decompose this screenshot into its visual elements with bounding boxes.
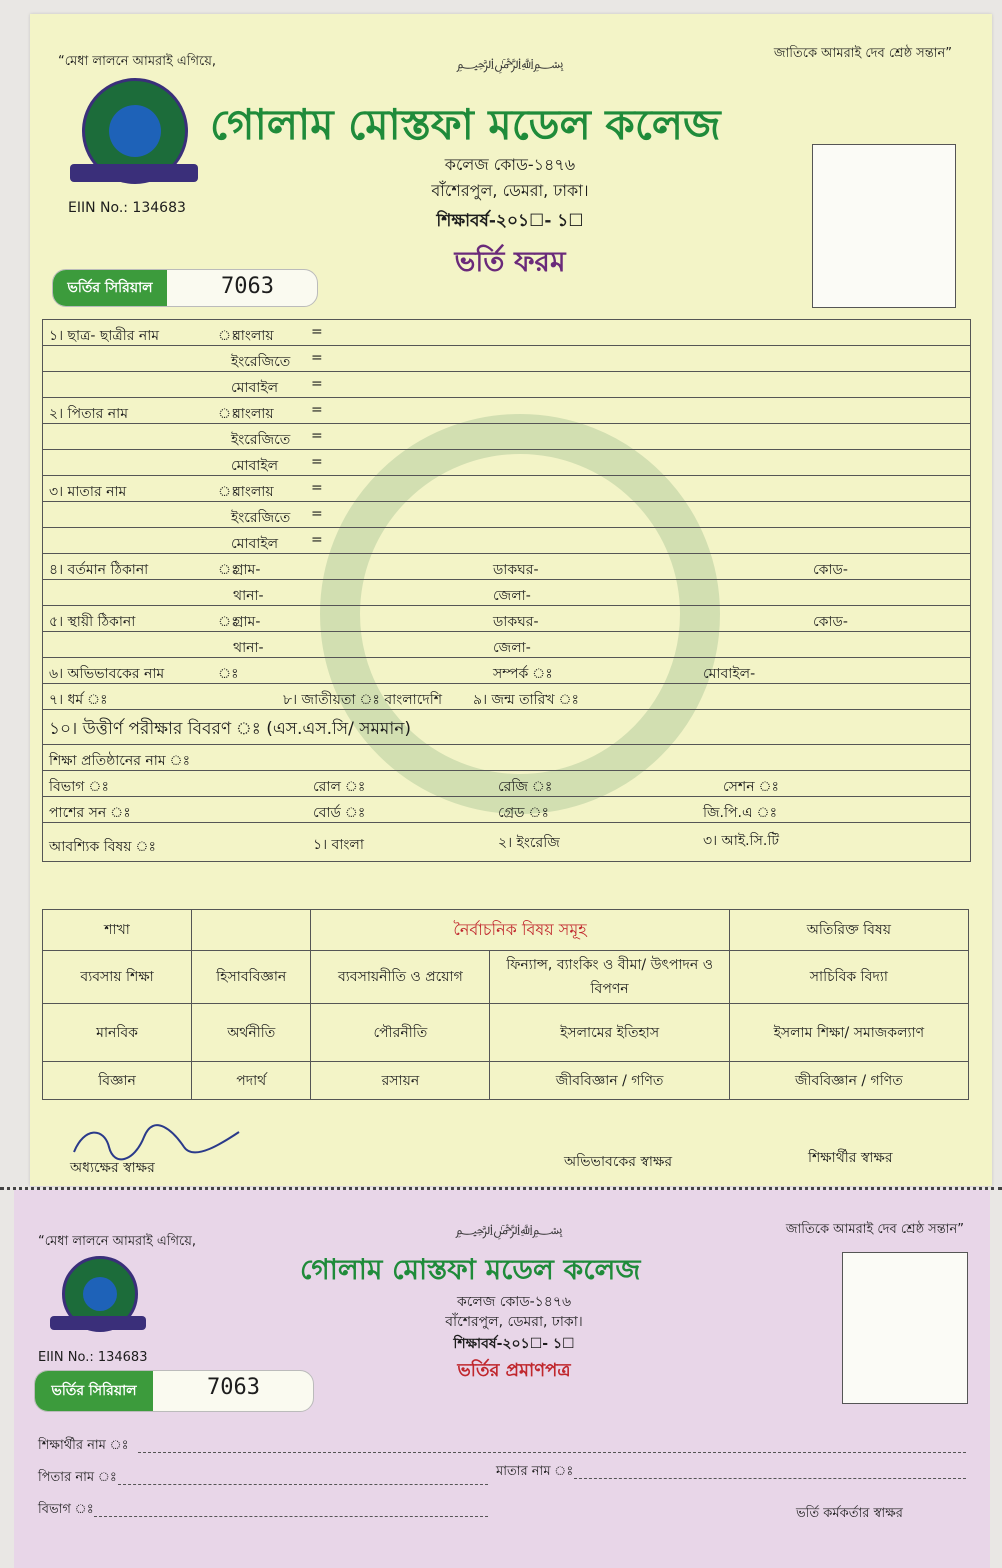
label-department: বিভাগ ঃ [38, 1502, 94, 1517]
principal-signature: অধ্যক্ষের স্বাক্ষর [70, 1160, 155, 1176]
subject-chemistry[interactable]: রসায়ন [311, 1062, 490, 1100]
field-grade: গ্রেড ঃ [498, 805, 549, 821]
subject-biology-math[interactable]: জীববিজ্ঞান / গণিত [490, 1062, 729, 1100]
father-name-line[interactable] [118, 1484, 488, 1485]
field-gpa: জি.পি.এ ঃ [703, 805, 778, 821]
eq: = [311, 532, 323, 548]
field-nationality: ৮। জাতীয়তা ঃ বাংলাদেশি [283, 692, 442, 708]
form-title: ভর্তি ফরম [454, 245, 566, 278]
field-date-of-birth: ৯। জন্ম তারিখ ঃ [473, 692, 580, 708]
field-session: সেশন ঃ [723, 779, 780, 795]
row-father-mobile[interactable] [43, 450, 970, 476]
eiin-number: EIIN No.: 134683 [68, 200, 186, 216]
sep: ঃ [218, 484, 239, 500]
guardian-signature: অভিভাবকের স্বাক্ষর [564, 1154, 673, 1170]
academic-session: শিক্ষাবর্ষ-২০১☐- ১☐ [453, 1336, 575, 1352]
eq: = [311, 350, 323, 366]
field-religion: ৭। ধর্ম ঃ [49, 692, 108, 708]
bismillah-calligraphy: ﷽ [455, 1222, 563, 1238]
row-compulsory [43, 823, 970, 862]
row-father-english[interactable] [43, 424, 970, 450]
row-religion-nationality[interactable] [43, 684, 970, 710]
subject-economics[interactable]: অর্থনীতি [192, 1004, 311, 1062]
field-english: ইংরেজিতে [231, 510, 291, 526]
subject-physics[interactable]: পদার্থ [192, 1062, 311, 1100]
field-post-code: কোড- [813, 614, 848, 630]
admission-officer-signature: ভর্তি কর্মকর্তার স্বাক্ষর [796, 1506, 903, 1521]
label-mother-name: মাতার নাম ঃ [496, 1464, 574, 1479]
admission-receipt-sheet [14, 1190, 990, 1568]
label-compulsory: আবশ্যিক বিষয় ঃ [49, 839, 156, 855]
field-registration: রেজি ঃ [498, 779, 553, 795]
row-student-mobile[interactable] [43, 372, 970, 398]
logo-ribbon [50, 1316, 146, 1330]
subject-english: ২। ইংরেজি [498, 835, 560, 851]
row-exam-details [43, 710, 970, 745]
label-student-name: ১। ছাত্র- ছাত্রীর নাম [49, 328, 160, 344]
receipt-title: ভর্তির প্রমাণপত্র [457, 1360, 571, 1381]
field-thana: থানা- [233, 588, 264, 604]
field-department: বিভাগ ঃ [49, 779, 109, 795]
row-permanent-address-2[interactable] [43, 632, 970, 658]
header-blank [192, 910, 311, 951]
sep: ঃ [218, 666, 239, 682]
subject-biology-math-additional[interactable]: জীববিজ্ঞান / গণিত [729, 1062, 968, 1100]
eq: = [311, 454, 323, 470]
subject-finance[interactable]: ফিন্যান্স, ব্যাংকিং ও বীমা/ উৎপাদন ও বিপণন [490, 951, 729, 1004]
header-elective: নৈর্বাচনিক বিষয় সমূহ [311, 910, 729, 951]
eq: = [311, 324, 323, 340]
subject-row-business [43, 951, 969, 1004]
label-mother-name: ৩। মাতার নাম [49, 484, 127, 500]
field-board: বোর্ড ঃ [313, 805, 366, 821]
subject-table [42, 909, 969, 1100]
row-mother-mobile[interactable] [43, 528, 970, 554]
eiin-number: EIIN No.: 134683 [38, 1350, 148, 1365]
field-post-office: ডাকঘর- [493, 614, 539, 630]
bismillah-calligraphy: ﷽ [456, 56, 564, 72]
field-thana: থানা- [233, 640, 264, 656]
eq: = [311, 480, 323, 496]
sep: ঃ [218, 562, 239, 578]
label-present-address: ৪। বর্তমান ঠিকানা [49, 562, 149, 578]
subject-row-science [43, 1062, 969, 1100]
college-name: গোলাম মোস্তফা মডেল কলেজ [300, 1253, 641, 1286]
row-mother-bangla[interactable] [43, 476, 970, 502]
student-signature: শিক্ষার্থীর স্বাক্ষর [808, 1150, 893, 1166]
field-bangla: বাংলায় [233, 406, 274, 422]
serial-number: 7063 [207, 1375, 260, 1400]
field-english: ইংরেজিতে [231, 354, 291, 370]
field-mobile: মোবাইল [231, 536, 279, 552]
sep: ঃ [218, 406, 239, 422]
photo-box[interactable] [812, 144, 956, 308]
serial-number: 7063 [221, 274, 274, 299]
label-institution: শিক্ষা প্রতিষ্ঠানের নাম ঃ [49, 753, 191, 769]
label-permanent-address: ৫। স্থায়ী ঠিকানা [49, 614, 136, 630]
field-mobile: মোবাইল [231, 458, 279, 474]
photo-box[interactable] [842, 1252, 968, 1404]
college-code: কলেজ কোড-১৪৭৬ [444, 155, 576, 174]
label-guardian-name: ৬। অভিভাবকের নাম [49, 666, 165, 682]
motto-left: “মেধা লালনে আমরাই এগিয়ে, [38, 1234, 197, 1249]
sep: ঃ [218, 328, 239, 344]
eq: = [311, 428, 323, 444]
college-address: বাঁশেরপুল, ডেমরা, ঢাকা। [431, 181, 589, 200]
serial-label: ভর্তির সিরিয়াল [53, 270, 167, 306]
subject-row-humanities [43, 1004, 969, 1062]
serial-field [34, 1370, 314, 1412]
row-student-bangla[interactable] [43, 320, 970, 346]
label-father-name: ২। পিতার নাম [49, 406, 128, 422]
eq: = [311, 506, 323, 522]
row-pass-year[interactable] [43, 797, 970, 823]
serial-label: ভর্তির সিরিয়াল [35, 1371, 153, 1411]
row-guardian[interactable] [43, 658, 970, 684]
motto-right: জাতিকে আমরাই দেব শ্রেষ্ঠ সন্তান” [785, 1222, 964, 1237]
admission-form-sheet [30, 14, 992, 1186]
field-district: জেলা- [493, 588, 531, 604]
logo-ribbon [70, 164, 198, 182]
field-post-office: ডাকঘর- [493, 562, 539, 578]
subject-accounting[interactable]: হিসাববিজ্ঞান [192, 951, 311, 1004]
subject-ict: ৩। আই.সি.টি [703, 833, 779, 849]
sep: ঃ [218, 614, 239, 630]
row-dept-roll[interactable] [43, 771, 970, 797]
label-exam-details: ১০। উত্তীর্ণ পরীক্ষার বিবরণ ঃ (এস.এস.সি/ সমমান) [49, 719, 412, 739]
field-mobile: মোবাইল [231, 380, 279, 396]
subject-header-row [43, 910, 969, 951]
field-village: গ্রাম- [233, 614, 261, 630]
student-name-line[interactable] [138, 1452, 966, 1453]
field-english: ইংরেজিতে [231, 432, 291, 448]
field-bangla: বাংলায় [233, 484, 274, 500]
row-father-bangla[interactable] [43, 398, 970, 424]
motto-right: জাতিকে আমরাই দেব শ্রেষ্ঠ সন্তান” [773, 46, 952, 61]
subject-business-policy[interactable]: ব্যবসায়নীতি ও প্রয়োগ [311, 951, 490, 1004]
field-post-code: কোড- [813, 562, 848, 578]
header-additional: অতিরিক্ত বিষয় [729, 910, 968, 951]
subject-civics[interactable]: পৌরনীতি [311, 1004, 490, 1062]
motto-left: “মেধা লালনে আমরাই এগিয়ে, [58, 54, 217, 69]
branch-humanities: মানবিক [43, 1004, 192, 1062]
branch-business: ব্যবসায় শিক্ষা [43, 951, 192, 1004]
subject-islamic-history[interactable]: ইসলামের ইতিহাস [490, 1004, 729, 1062]
serial-field [52, 269, 318, 307]
field-pass-year: পাশের সন ঃ [49, 805, 131, 821]
label-student-name: শিক্ষার্থীর নাম ঃ [38, 1438, 129, 1453]
department-line[interactable] [94, 1516, 488, 1517]
label-father-name: পিতার নাম ঃ [38, 1470, 117, 1485]
row-mother-english[interactable] [43, 502, 970, 528]
field-guardian-mobile: মোবাইল- [703, 666, 756, 682]
applicant-form [42, 319, 971, 862]
college-address: বাঁশেরপুল, ডেমরা, ঢাকা। [445, 1314, 583, 1330]
field-relation: সম্পর্ক ঃ [493, 666, 553, 682]
branch-science: বিজ্ঞান [43, 1062, 192, 1100]
field-roll: রোল ঃ [313, 779, 366, 795]
row-present-address[interactable] [43, 554, 970, 580]
row-permanent-address[interactable] [43, 606, 970, 632]
row-student-english[interactable] [43, 346, 970, 372]
row-institution[interactable] [43, 745, 970, 771]
header-branch: শাখা [43, 910, 192, 951]
academic-session: শিক্ষাবর্ষ-২০১☐- ১☐ [436, 211, 584, 231]
field-village: গ্রাম- [233, 562, 261, 578]
subject-secretarial[interactable]: সাচিবিক বিদ্যা [729, 951, 968, 1004]
college-code: কলেজ কোড-১৪৭৬ [456, 1294, 572, 1310]
row-present-address-2[interactable] [43, 580, 970, 606]
field-bangla: বাংলায় [233, 328, 274, 344]
eq: = [311, 376, 323, 392]
mother-name-line[interactable] [574, 1478, 966, 1479]
eq: = [311, 402, 323, 418]
field-district: জেলা- [493, 640, 531, 656]
college-name: গোলাম মোস্তফা মডেল কলেজ [210, 100, 721, 149]
subject-islamic-studies[interactable]: ইসলাম শিক্ষা/ সমাজকল্যাণ [729, 1004, 968, 1062]
subject-bangla: ১। বাংলা [313, 837, 364, 853]
